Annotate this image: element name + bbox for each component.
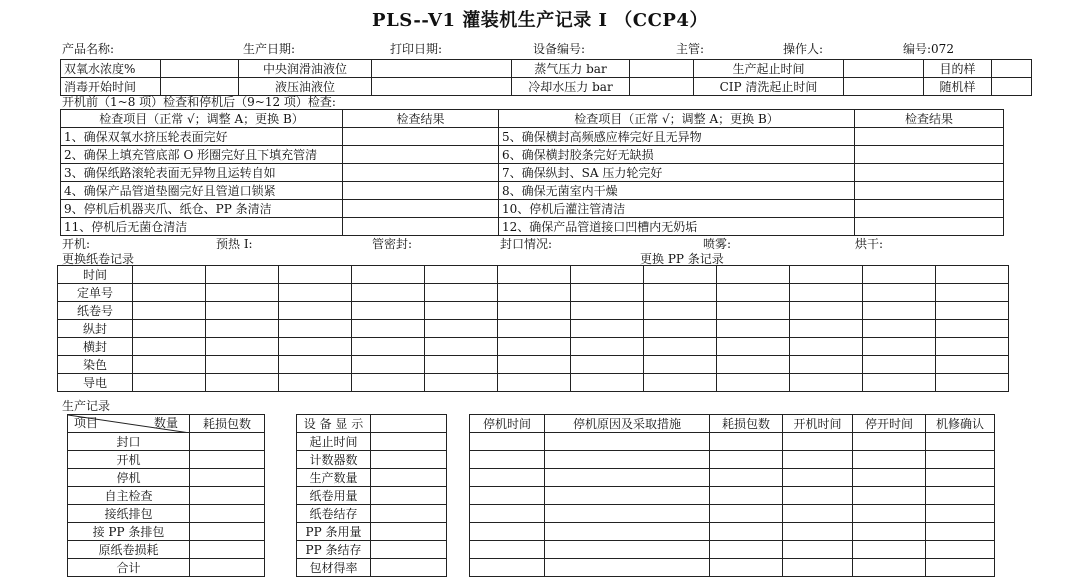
roll-cell[interactable] (279, 356, 352, 374)
production-item: 合计 (68, 559, 190, 577)
check-item: 2、确保上填充管底部 O 形圈完好且下填充管清 (61, 146, 343, 164)
roll-cell[interactable] (571, 266, 644, 284)
downtime-cell[interactable] (853, 559, 926, 577)
roll-cell[interactable] (644, 338, 717, 356)
roll-cell[interactable] (571, 356, 644, 374)
roll-cell[interactable] (790, 284, 863, 302)
roll-cell[interactable] (936, 284, 1009, 302)
device-row (297, 433, 447, 451)
roll-cell[interactable] (498, 266, 571, 284)
param-value[interactable] (630, 60, 694, 78)
production-row (68, 433, 265, 451)
production-header-qty: 数量 (154, 416, 179, 430)
roll-row (58, 284, 1009, 302)
roll-cell[interactable] (717, 302, 790, 320)
device-row (297, 559, 447, 577)
roll-cell[interactable] (790, 266, 863, 284)
device-row (297, 523, 447, 541)
roll-cell[interactable] (571, 338, 644, 356)
downtime-cell[interactable] (926, 433, 995, 451)
downtime-row (470, 451, 995, 469)
roll-cell[interactable] (717, 356, 790, 374)
device-label: PP 条结存 (297, 541, 371, 559)
roll-row-label: 时间 (58, 266, 133, 284)
roll-cell[interactable] (863, 284, 936, 302)
roll-cell[interactable] (498, 302, 571, 320)
check-result[interactable] (855, 128, 1004, 146)
production-loss-cell[interactable] (190, 469, 265, 487)
field-production-date: 生产日期: (243, 42, 296, 56)
production-header-loss: 耗损包数 (190, 415, 265, 433)
downtime-cell[interactable] (853, 487, 926, 505)
field-spray: 喷雾: (703, 237, 732, 251)
device-value[interactable] (371, 523, 447, 541)
device-value[interactable] (371, 487, 447, 505)
downtime-row (470, 487, 995, 505)
downtime-cell[interactable] (783, 505, 853, 523)
downtime-cell[interactable] (470, 541, 545, 559)
check-result[interactable] (855, 218, 1004, 236)
param-value[interactable] (630, 78, 694, 96)
roll-row (58, 356, 1009, 374)
device-value[interactable] (371, 415, 447, 433)
param-label: 双氧水浓度% (61, 60, 161, 78)
downtime-cell[interactable] (470, 487, 545, 505)
roll-cell[interactable] (644, 356, 717, 374)
production-loss-cell[interactable] (190, 487, 265, 505)
downtime-cell[interactable] (926, 505, 995, 523)
roll-cell[interactable] (352, 338, 425, 356)
production-loss-cell[interactable] (190, 559, 265, 577)
roll-cell[interactable] (936, 356, 1009, 374)
device-row (297, 541, 447, 559)
production-header-diagonal (68, 415, 190, 433)
device-value[interactable] (371, 433, 447, 451)
roll-cell[interactable] (644, 302, 717, 320)
param-label: 冷却水压力 bar (512, 78, 630, 96)
downtime-header: 开机时间 (783, 415, 853, 433)
roll-cell[interactable] (936, 302, 1009, 320)
pp-change-label: 更换 PP 条记录 (640, 252, 724, 266)
downtime-cell[interactable] (853, 433, 926, 451)
field-print-date: 打印日期: (390, 42, 443, 56)
device-label: 设 备 显 示 (297, 415, 371, 433)
downtime-cell[interactable] (926, 541, 995, 559)
roll-cell[interactable] (279, 266, 352, 284)
form-title: PLS--V1 灌装机生产记录 I （CCP4） (372, 10, 708, 31)
roll-cell[interactable] (133, 338, 206, 356)
param-label: 生产起止时间 (694, 60, 844, 78)
downtime-cell[interactable] (545, 469, 710, 487)
check-item: 12、确保产品管道接口凹槽内无奶垢 (499, 218, 855, 236)
downtime-cell[interactable] (926, 487, 995, 505)
downtime-row (470, 541, 995, 559)
device-value[interactable] (371, 559, 447, 577)
downtime-header: 机修确认 (926, 415, 995, 433)
production-item: 封口 (68, 433, 190, 451)
downtime-cell[interactable] (470, 505, 545, 523)
production-item: 自主检查 (68, 487, 190, 505)
downtime-cell[interactable] (470, 523, 545, 541)
roll-cell[interactable] (498, 284, 571, 302)
check-result[interactable] (343, 182, 499, 200)
field-seal-condition: 封口情况: (500, 237, 553, 251)
roll-cell[interactable] (644, 320, 717, 338)
check-result[interactable] (855, 164, 1004, 182)
param-value[interactable] (992, 60, 1032, 78)
roll-cell[interactable] (863, 356, 936, 374)
roll-cell[interactable] (352, 374, 425, 392)
roll-cell[interactable] (425, 284, 498, 302)
downtime-header-row (470, 415, 995, 433)
roll-cell[interactable] (133, 356, 206, 374)
roll-cell[interactable] (425, 320, 498, 338)
roll-row (58, 266, 1009, 284)
roll-row-label: 纸卷号 (58, 302, 133, 320)
check-row (61, 182, 1004, 200)
roll-cell[interactable] (498, 374, 571, 392)
production-row (68, 541, 265, 559)
check-item: 7、确保纵封、SA 压力轮完好 (499, 164, 855, 182)
roll-row (58, 320, 1009, 338)
roll-cell[interactable] (425, 356, 498, 374)
downtime-cell[interactable] (710, 523, 783, 541)
production-loss-cell[interactable] (190, 433, 265, 451)
downtime-cell[interactable] (545, 541, 710, 559)
device-row (297, 505, 447, 523)
downtime-cell[interactable] (783, 433, 853, 451)
roll-cell[interactable] (790, 320, 863, 338)
downtime-cell[interactable] (545, 433, 710, 451)
production-row (68, 469, 265, 487)
roll-cell[interactable] (279, 338, 352, 356)
roll-cell[interactable] (717, 284, 790, 302)
check-item: 9、停机后机器夹爪、纸仓、PP 条清洁 (61, 200, 343, 218)
roll-cell[interactable] (936, 374, 1009, 392)
downtime-cell[interactable] (710, 469, 783, 487)
production-row (68, 523, 265, 541)
device-label: 起止时间 (297, 433, 371, 451)
roll-cell[interactable] (717, 266, 790, 284)
production-header-row (68, 415, 265, 433)
downtime-cell[interactable] (710, 559, 783, 577)
roll-cell[interactable] (206, 374, 279, 392)
param-label: CIP 清洗起止时间 (694, 78, 844, 96)
param-label: 消毒开始时间 (61, 78, 161, 96)
downtime-header: 停机原因及采取措施 (545, 415, 710, 433)
check-row (61, 218, 1004, 236)
device-label: 计数器数 (297, 451, 371, 469)
production-item: 原纸卷损耗 (68, 541, 190, 559)
check-item: 3、确保纸路滚轮表面无异物且运转自如 (61, 164, 343, 182)
roll-cell[interactable] (352, 302, 425, 320)
check-result[interactable] (855, 200, 1004, 218)
roll-cell[interactable] (790, 356, 863, 374)
downtime-table (469, 414, 995, 577)
device-label: 生产数量 (297, 469, 371, 487)
roll-cell[interactable] (863, 320, 936, 338)
param-value[interactable] (844, 60, 924, 78)
downtime-row (470, 433, 995, 451)
downtime-cell[interactable] (470, 559, 545, 577)
roll-cell[interactable] (133, 302, 206, 320)
downtime-cell[interactable] (470, 469, 545, 487)
roll-cell[interactable] (936, 266, 1009, 284)
roll-cell[interactable] (206, 302, 279, 320)
downtime-cell[interactable] (470, 433, 545, 451)
roll-cell[interactable] (133, 374, 206, 392)
roll-cell[interactable] (206, 338, 279, 356)
downtime-cell[interactable] (710, 487, 783, 505)
downtime-cell[interactable] (783, 469, 853, 487)
downtime-cell[interactable] (470, 451, 545, 469)
roll-cell[interactable] (863, 374, 936, 392)
device-value[interactable] (371, 469, 447, 487)
device-row (297, 415, 447, 433)
downtime-cell[interactable] (545, 487, 710, 505)
roll-cell[interactable] (498, 356, 571, 374)
production-row (68, 505, 265, 523)
roll-cell[interactable] (571, 320, 644, 338)
field-preheat: 预热 I: (216, 237, 253, 251)
roll-cell[interactable] (352, 356, 425, 374)
roll-cell[interactable] (936, 320, 1009, 338)
field-startup: 开机: (62, 237, 91, 251)
downtime-cell[interactable] (853, 505, 926, 523)
check-item: 6、确保横封胶条完好无缺损 (499, 146, 855, 164)
device-row (297, 487, 447, 505)
roll-row (58, 374, 1009, 392)
production-header-item: 项目 (74, 416, 99, 430)
device-label: 包材得率 (297, 559, 371, 577)
roll-cell[interactable] (644, 374, 717, 392)
check-result[interactable] (343, 164, 499, 182)
roll-cell[interactable] (571, 284, 644, 302)
check-item: 11、停机后无菌仓清洁 (61, 218, 343, 236)
roll-cell[interactable] (133, 266, 206, 284)
roll-cell[interactable] (717, 374, 790, 392)
roll-cell[interactable] (571, 374, 644, 392)
roll-cell[interactable] (206, 266, 279, 284)
device-row (297, 451, 447, 469)
roll-cell[interactable] (352, 320, 425, 338)
downtime-cell[interactable] (926, 451, 995, 469)
downtime-cell[interactable] (710, 451, 783, 469)
device-label: 纸卷结存 (297, 505, 371, 523)
field-product-name: 产品名称: (62, 42, 115, 56)
roll-row (58, 338, 1009, 356)
production-label: 生产记录 (62, 399, 111, 413)
field-supervisor: 主管: (676, 42, 705, 56)
roll-cell[interactable] (717, 320, 790, 338)
roll-cell[interactable] (206, 356, 279, 374)
downtime-cell[interactable] (783, 541, 853, 559)
downtime-cell[interactable] (710, 541, 783, 559)
roll-cell[interactable] (717, 338, 790, 356)
param-label: 液压油液位 (239, 78, 372, 96)
check-header-result: 检查结果 (343, 110, 499, 128)
downtime-cell[interactable] (783, 487, 853, 505)
roll-cell[interactable] (279, 284, 352, 302)
production-item: 接纸排包 (68, 505, 190, 523)
param-value[interactable] (844, 78, 924, 96)
roll-row (58, 302, 1009, 320)
roll-cell[interactable] (498, 320, 571, 338)
device-table (296, 414, 447, 577)
roll-cell[interactable] (425, 338, 498, 356)
param-value[interactable] (161, 60, 239, 78)
production-loss-cell[interactable] (190, 541, 265, 559)
downtime-header: 停机时间 (470, 415, 545, 433)
roll-cell[interactable] (425, 302, 498, 320)
downtime-cell[interactable] (545, 559, 710, 577)
roll-change-table (57, 265, 1009, 392)
downtime-cell[interactable] (783, 559, 853, 577)
check-row (61, 146, 1004, 164)
downtime-row (470, 469, 995, 487)
roll-cell[interactable] (279, 320, 352, 338)
device-label: PP 条用量 (297, 523, 371, 541)
roll-cell[interactable] (571, 302, 644, 320)
production-row (68, 451, 265, 469)
param-value[interactable] (372, 60, 512, 78)
field-equipment-no: 设备编号: (533, 42, 586, 56)
downtime-cell[interactable] (926, 559, 995, 577)
field-pipe-seal: 管密封: (372, 237, 413, 251)
check-row (61, 200, 1004, 218)
downtime-cell[interactable] (545, 523, 710, 541)
device-value[interactable] (371, 451, 447, 469)
roll-cell[interactable] (279, 302, 352, 320)
param-label: 随机样 (924, 78, 992, 96)
check-result[interactable] (855, 182, 1004, 200)
roll-cell[interactable] (352, 266, 425, 284)
field-operator: 操作人: (783, 42, 824, 56)
check-item: 1、确保双氧水挤压轮表面完好 (61, 128, 343, 146)
production-loss-cell[interactable] (190, 523, 265, 541)
device-label: 纸卷用量 (297, 487, 371, 505)
roll-cell[interactable] (644, 284, 717, 302)
field-dry: 烘干: (855, 237, 884, 251)
check-result[interactable] (343, 128, 499, 146)
downtime-cell[interactable] (853, 523, 926, 541)
check-result[interactable] (343, 146, 499, 164)
params-table (60, 59, 1032, 96)
roll-cell[interactable] (425, 266, 498, 284)
check-item: 8、确保无菌室内干燥 (499, 182, 855, 200)
roll-cell[interactable] (498, 338, 571, 356)
roll-cell[interactable] (206, 320, 279, 338)
roll-row-label: 染色 (58, 356, 133, 374)
roll-cell[interactable] (790, 302, 863, 320)
roll-cell[interactable] (133, 284, 206, 302)
device-value[interactable] (371, 505, 447, 523)
downtime-cell[interactable] (853, 541, 926, 559)
downtime-header: 停开时间 (853, 415, 926, 433)
production-item: 接 PP 条排包 (68, 523, 190, 541)
param-value[interactable] (372, 78, 512, 96)
production-table (67, 414, 265, 577)
downtime-row (470, 523, 995, 541)
param-label: 目的样 (924, 60, 992, 78)
downtime-cell[interactable] (853, 451, 926, 469)
production-loss-cell[interactable] (190, 451, 265, 469)
check-header-result: 检查结果 (855, 110, 1004, 128)
check-table (60, 109, 1004, 236)
production-row (68, 559, 265, 577)
roll-cell[interactable] (863, 266, 936, 284)
roll-cell[interactable] (644, 266, 717, 284)
downtime-cell[interactable] (783, 451, 853, 469)
downtime-cell[interactable] (926, 523, 995, 541)
downtime-cell[interactable] (545, 451, 710, 469)
downtime-cell[interactable] (783, 523, 853, 541)
check-item: 10、停机后灌注管清洁 (499, 200, 855, 218)
field-doc-number: 编号:072 (903, 42, 954, 56)
roll-row-label: 导电 (58, 374, 133, 392)
check-header-row (61, 110, 1004, 128)
downtime-cell[interactable] (710, 505, 783, 523)
check-result[interactable] (343, 200, 499, 218)
check-row (61, 164, 1004, 182)
downtime-cell[interactable] (853, 469, 926, 487)
roll-cell[interactable] (790, 338, 863, 356)
downtime-row (470, 559, 995, 577)
param-value[interactable] (992, 78, 1032, 96)
production-item: 开机 (68, 451, 190, 469)
roll-cell[interactable] (790, 374, 863, 392)
downtime-cell[interactable] (926, 469, 995, 487)
production-loss-cell[interactable] (190, 505, 265, 523)
check-intro: 开机前（1~8 项）检查和停机后（9~12 项）检查: (62, 95, 336, 109)
production-row (68, 487, 265, 505)
param-label: 中央润滑油液位 (239, 60, 372, 78)
check-header-item: 检查项目（正常 √；调整 A；更换 B） (61, 110, 343, 128)
check-item: 5、确保横封高频感应棒完好且无异物 (499, 128, 855, 146)
device-value[interactable] (371, 541, 447, 559)
production-item: 停机 (68, 469, 190, 487)
roll-cell[interactable] (133, 320, 206, 338)
device-row (297, 469, 447, 487)
roll-cell[interactable] (279, 374, 352, 392)
roll-row-label: 定单号 (58, 284, 133, 302)
roll-cell[interactable] (352, 284, 425, 302)
roll-cell[interactable] (863, 338, 936, 356)
roll-cell[interactable] (936, 338, 1009, 356)
check-result[interactable] (855, 146, 1004, 164)
roll-cell[interactable] (425, 374, 498, 392)
params-row (61, 60, 1032, 78)
roll-row-label: 纵封 (58, 320, 133, 338)
roll-row-label: 横封 (58, 338, 133, 356)
check-result[interactable] (343, 218, 499, 236)
roll-cell[interactable] (863, 302, 936, 320)
downtime-cell[interactable] (545, 505, 710, 523)
check-item: 4、确保产品管道垫圈完好且管道口锁紧 (61, 182, 343, 200)
param-label: 蒸气压力 bar (512, 60, 630, 78)
downtime-header: 耗损包数 (710, 415, 783, 433)
paper-change-label: 更换纸卷记录 (62, 252, 135, 266)
check-row (61, 128, 1004, 146)
roll-cell[interactable] (206, 284, 279, 302)
downtime-row (470, 505, 995, 523)
downtime-cell[interactable] (710, 433, 783, 451)
check-header-item: 检查项目（正常 √；调整 A；更换 B） (499, 110, 855, 128)
